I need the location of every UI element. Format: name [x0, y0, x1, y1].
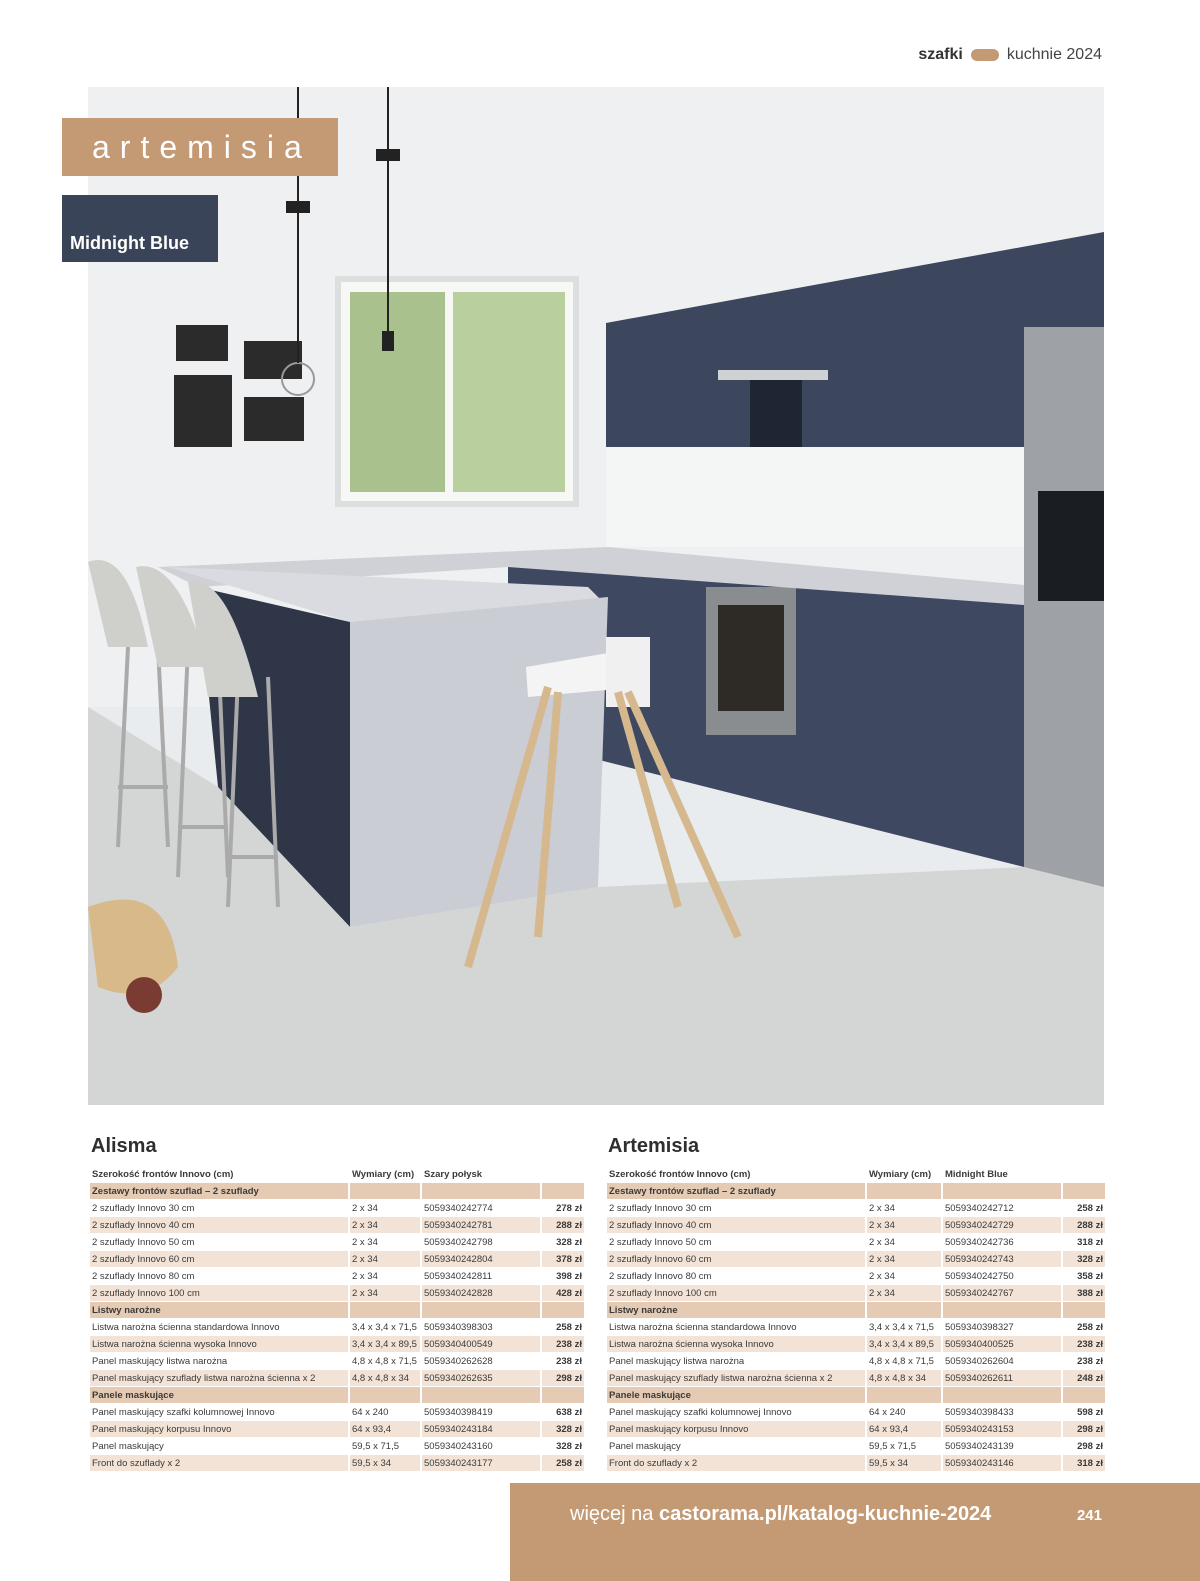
table-row — [607, 1455, 1105, 1471]
product-name: Panel maskujący szafki kolumnowej Innovo — [92, 1406, 275, 1418]
ean-code: 5059340242804 — [422, 1251, 540, 1267]
color-label: Midnight Blue — [62, 195, 218, 262]
table-row — [607, 1200, 1105, 1216]
group-cell — [350, 1183, 420, 1199]
dimensions: 59,5 x 71,5 — [869, 1440, 917, 1452]
table-row — [90, 1319, 584, 1335]
dimensions: 64 x 240 — [352, 1406, 389, 1418]
group-cell — [1063, 1183, 1105, 1199]
table-row — [90, 1370, 584, 1386]
price: 238 zł — [542, 1336, 584, 1352]
group-cell — [542, 1183, 584, 1199]
price: 248 zł — [1063, 1370, 1105, 1386]
table-group-row — [90, 1183, 584, 1199]
table-row — [90, 1438, 584, 1454]
product-name: Panel maskujący korpusu Innovo — [607, 1421, 865, 1437]
table-row — [607, 1217, 1105, 1233]
dimensions: 59,5 x 71,5 — [352, 1440, 400, 1452]
ean-code: 5059340398303 — [424, 1321, 493, 1333]
product-name: 2 szuflady Innovo 50 cm — [609, 1236, 712, 1248]
table-group-row — [607, 1387, 1105, 1403]
dimensions: 2 x 34 — [350, 1285, 420, 1301]
product-name: 2 szuflady Innovo 100 cm — [90, 1285, 348, 1301]
table-row — [607, 1285, 1105, 1301]
product-name: 2 szuflady Innovo 40 cm — [90, 1217, 348, 1233]
ean-code: 5059340243153 — [943, 1421, 1061, 1437]
price: 298 zł — [1063, 1421, 1105, 1437]
col-header-width: Szerokość frontów Innovo (cm) — [609, 1169, 751, 1180]
price: 238 zł — [1077, 1355, 1103, 1367]
price: 258 zł — [542, 1455, 584, 1471]
table-row — [607, 1268, 1105, 1284]
dimensions: 3,4 x 3,4 x 71,5 — [869, 1321, 934, 1333]
product-line-label: artemisia — [62, 118, 338, 176]
price: 378 zł — [542, 1251, 584, 1267]
price: 328 zł — [542, 1421, 584, 1437]
dimensions: 2 x 34 — [350, 1251, 420, 1267]
table-row — [90, 1404, 584, 1420]
group-cell — [350, 1302, 420, 1318]
product-name: Panel maskujący — [609, 1440, 681, 1452]
product-name: Front do szuflady x 2 — [90, 1455, 348, 1471]
product-name: Panel maskujący szuflady listwa narożna ścienna x 2 — [90, 1370, 348, 1386]
table-row — [90, 1336, 584, 1352]
product-name: Front do szuflady x 2 — [607, 1455, 865, 1471]
ean-code: 5059340398419 — [424, 1406, 493, 1418]
col-header-dimensions: Wymiary (cm) — [869, 1169, 932, 1180]
table-row — [90, 1217, 584, 1233]
price: 238 zł — [1063, 1336, 1105, 1352]
ean-code: 5059340262628 — [424, 1355, 493, 1367]
dimensions: 3,4 x 3,4 x 89,5 — [867, 1336, 941, 1352]
product-name: 2 szuflady Innovo 60 cm — [90, 1251, 348, 1267]
price: 258 zł — [1077, 1202, 1103, 1214]
ean-code: 5059340242781 — [422, 1217, 540, 1233]
price: 288 zł — [542, 1217, 584, 1233]
dimensions: 2 x 34 — [352, 1236, 378, 1248]
dimensions: 64 x 93,4 — [350, 1421, 420, 1437]
dimensions: 2 x 34 — [352, 1202, 378, 1214]
more-prefix: więcej na — [570, 1503, 654, 1525]
group-cell — [542, 1387, 584, 1403]
group-cell — [867, 1387, 941, 1403]
table-group-row — [90, 1387, 584, 1403]
price: 258 zł — [556, 1321, 582, 1333]
price: 358 zł — [1077, 1270, 1103, 1282]
page-header — [918, 46, 1102, 64]
table-row — [90, 1268, 584, 1284]
group-label: Listwy narożne — [607, 1302, 865, 1318]
col-header-dimensions: Wymiary (cm) — [352, 1169, 415, 1180]
table-row — [90, 1234, 584, 1250]
group-cell — [867, 1183, 941, 1199]
dimensions: 2 x 34 — [350, 1217, 420, 1233]
divider-pill-icon — [971, 49, 999, 61]
ean-code: 5059340242750 — [945, 1270, 1014, 1282]
page-number: 241 — [1076, 1507, 1102, 1524]
price: 328 zł — [556, 1236, 582, 1248]
ean-code: 5059340242811 — [424, 1270, 492, 1282]
dimensions: 59,5 x 34 — [867, 1455, 941, 1471]
ean-code: 5059340262604 — [945, 1355, 1014, 1367]
col-header-price — [1063, 1167, 1105, 1182]
price: 298 zł — [1077, 1440, 1103, 1452]
group-cell — [943, 1387, 1061, 1403]
dimensions: 59,5 x 34 — [350, 1455, 420, 1471]
group-label: Zestawy frontów szuflad – 2 szuflady — [90, 1183, 348, 1199]
product-name: Panel maskujący korpusu Innovo — [90, 1421, 348, 1437]
dimensions: 3,4 x 3,4 x 71,5 — [352, 1321, 417, 1333]
group-cell — [943, 1183, 1061, 1199]
ean-code: 5059340243146 — [943, 1455, 1061, 1471]
product-name: Listwa narożna ścienna standardowa Innovo — [609, 1321, 797, 1333]
table-group-row — [607, 1302, 1105, 1318]
group-cell — [422, 1387, 540, 1403]
ean-code: 5059340398433 — [945, 1406, 1014, 1418]
price: 298 zł — [542, 1370, 584, 1386]
price-table-alisma — [88, 1135, 586, 1472]
ean-code: 5059340242767 — [943, 1285, 1061, 1301]
group-cell — [867, 1302, 941, 1318]
product-name: Panel maskujący listwa narożna — [92, 1355, 228, 1367]
group-label: Listwy narożne — [90, 1302, 348, 1318]
table-row — [607, 1404, 1105, 1420]
col-header-width: Szerokość frontów Innovo (cm) — [92, 1169, 234, 1180]
price-table-artemisia — [605, 1135, 1107, 1472]
price-table — [605, 1166, 1107, 1472]
product-name: Panel maskujący szafki kolumnowej Innovo — [609, 1406, 792, 1418]
table-row — [90, 1251, 584, 1267]
table-row — [607, 1421, 1105, 1437]
dimensions: 3,4 x 3,4 x 89,5 — [350, 1336, 420, 1352]
ean-code: 5059340242774 — [424, 1202, 493, 1214]
product-name: Listwa narożna ścienna wysoka Innovo — [90, 1336, 348, 1352]
table-row — [607, 1438, 1105, 1454]
table-row — [607, 1370, 1105, 1386]
ean-code: 5059340242712 — [945, 1202, 1014, 1214]
ean-code: 5059340242828 — [422, 1285, 540, 1301]
ean-code: 5059340400549 — [422, 1336, 540, 1352]
ean-code: 5059340243184 — [422, 1421, 540, 1437]
dimensions: 4,8 x 4,8 x 71,5 — [869, 1355, 934, 1367]
group-label: Zestawy frontów szuflad – 2 szuflady — [607, 1183, 865, 1199]
table-row — [90, 1353, 584, 1369]
dimensions: 4,8 x 4,8 x 71,5 — [352, 1355, 417, 1367]
group-cell — [542, 1302, 584, 1318]
product-name: Panel maskujący szuflady listwa narożna ścienna x 2 — [607, 1370, 865, 1386]
group-cell — [422, 1183, 540, 1199]
ean-code: 5059340242736 — [945, 1236, 1014, 1248]
dimensions: 64 x 240 — [869, 1406, 906, 1418]
price: 288 zł — [1063, 1217, 1105, 1233]
price: 258 zł — [1077, 1321, 1103, 1333]
group-cell — [422, 1302, 540, 1318]
dimensions: 2 x 34 — [867, 1217, 941, 1233]
group-cell — [350, 1387, 420, 1403]
catalog-url[interactable]: castorama.pl/katalog-kuchnie-2024 — [658, 1503, 992, 1525]
ean-code: 5059340243177 — [422, 1455, 540, 1471]
product-name: 2 szuflady Innovo 40 cm — [607, 1217, 865, 1233]
price: 398 zł — [556, 1270, 582, 1282]
group-label: Panele maskujące — [607, 1387, 865, 1403]
table-row — [90, 1455, 584, 1471]
table-row — [90, 1285, 584, 1301]
product-name: 2 szuflady Innovo 100 cm — [607, 1285, 865, 1301]
ean-code: 5059340262635 — [422, 1370, 540, 1386]
table-row — [90, 1200, 584, 1216]
dimensions: 2 x 34 — [352, 1270, 378, 1282]
ean-code: 5059340398327 — [945, 1321, 1014, 1333]
ean-code: 5059340262611 — [943, 1370, 1061, 1386]
price: 328 zł — [556, 1440, 582, 1452]
ean-code: 5059340243139 — [945, 1440, 1014, 1452]
ean-code: 5059340400525 — [943, 1336, 1061, 1352]
kitchen-photo — [88, 87, 1104, 1105]
dimensions: 2 x 34 — [869, 1202, 895, 1214]
dimensions: 4,8 x 4,8 x 34 — [867, 1370, 941, 1386]
table-group-row — [607, 1183, 1105, 1199]
ean-code: 5059340242743 — [943, 1251, 1061, 1267]
table-row — [607, 1251, 1105, 1267]
price: 318 zł — [1063, 1455, 1105, 1471]
group-cell — [1063, 1387, 1105, 1403]
more-info-link[interactable] — [570, 1503, 991, 1526]
product-name: 2 szuflady Innovo 80 cm — [609, 1270, 712, 1282]
product-name: 2 szuflady Innovo 30 cm — [609, 1202, 712, 1214]
table-row — [607, 1336, 1105, 1352]
dimensions: 2 x 34 — [869, 1270, 895, 1282]
section-label: szafki — [918, 46, 963, 63]
dimensions: 2 x 34 — [869, 1236, 895, 1248]
price: 238 zł — [556, 1355, 582, 1367]
dimensions: 4,8 x 4,8 x 34 — [350, 1370, 420, 1386]
price: 638 zł — [556, 1406, 582, 1418]
group-cell — [1063, 1302, 1105, 1318]
price: 278 zł — [556, 1202, 582, 1214]
product-name: Panel maskujący — [92, 1440, 164, 1452]
table-row — [90, 1421, 584, 1437]
table-row — [607, 1234, 1105, 1250]
price-table — [88, 1166, 586, 1472]
product-name: 2 szuflady Innovo 50 cm — [92, 1236, 195, 1248]
price: 388 zł — [1063, 1285, 1105, 1301]
table-row — [607, 1319, 1105, 1335]
col-header-variant: Szary połysk — [424, 1169, 483, 1180]
col-header-price — [542, 1167, 584, 1182]
col-header-variant: Midnight Blue — [945, 1169, 1008, 1180]
ean-code: 5059340242798 — [424, 1236, 493, 1248]
product-name: 2 szuflady Innovo 60 cm — [607, 1251, 865, 1267]
price: 428 zł — [542, 1285, 584, 1301]
group-cell — [943, 1302, 1061, 1318]
footer-banner — [510, 1483, 1200, 1581]
dimensions: 2 x 34 — [867, 1285, 941, 1301]
price: 318 zł — [1077, 1236, 1103, 1248]
product-name: Listwa narożna ścienna wysoka Innovo — [607, 1336, 865, 1352]
product-name: 2 szuflady Innovo 30 cm — [92, 1202, 195, 1214]
ean-code: 5059340243160 — [424, 1440, 493, 1452]
table-row — [607, 1353, 1105, 1369]
product-name: 2 szuflady Innovo 80 cm — [92, 1270, 195, 1282]
catalog-label: kuchnie 2024 — [1006, 46, 1102, 63]
price: 328 zł — [1063, 1251, 1105, 1267]
table-title: Artemisia — [608, 1135, 700, 1157]
dimensions: 64 x 93,4 — [867, 1421, 941, 1437]
group-label: Panele maskujące — [90, 1387, 348, 1403]
table-group-row — [90, 1302, 584, 1318]
ean-code: 5059340242729 — [943, 1217, 1061, 1233]
table-title: Alisma — [91, 1135, 157, 1157]
price: 598 zł — [1077, 1406, 1103, 1418]
product-name: Panel maskujący listwa narożna — [609, 1355, 745, 1367]
dimensions: 2 x 34 — [867, 1251, 941, 1267]
product-name: Listwa narożna ścienna standardowa Innovo — [92, 1321, 280, 1333]
